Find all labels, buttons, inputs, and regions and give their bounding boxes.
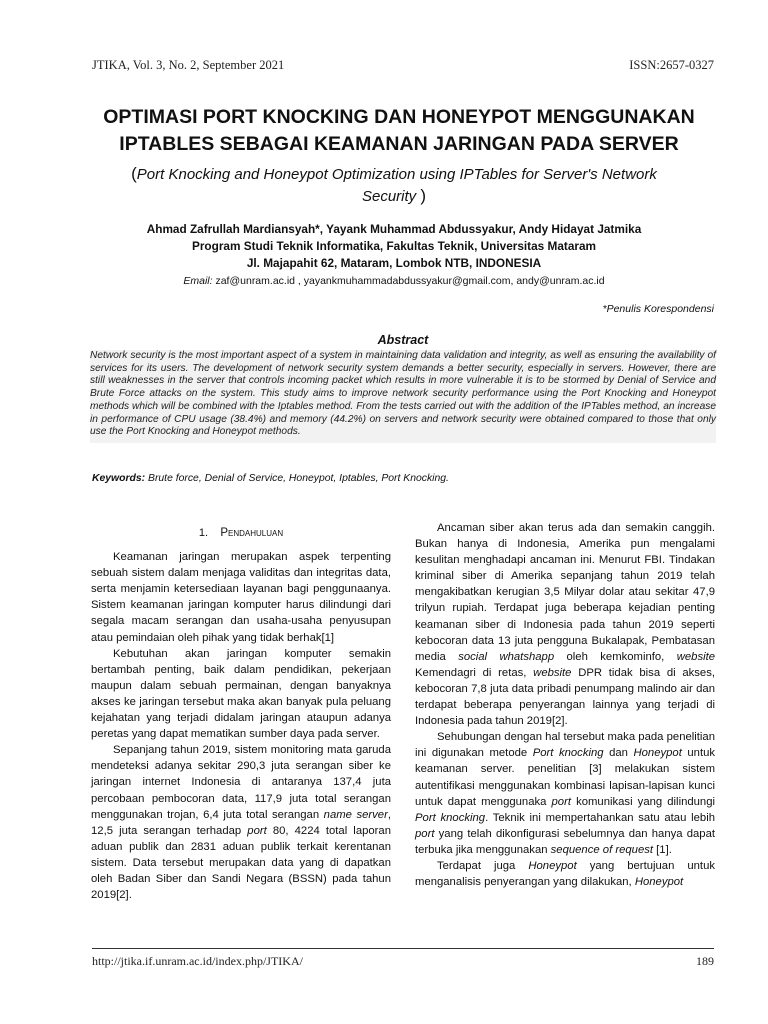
paragraph: Keamanan jaringan merupakan aspek terpenting sebuah sistem dalam menjaga validitas dan integritas data, serta menjamin ketersediaan layanan bagi penggunaanya. Sistem keamanan jaringan komputer harus dilindungi dari segala macam serangan dan usaha-usaha penyusupan atau pemindaian oleh pihak yang tidak berhak[1] (91, 551, 391, 644)
keywords-label: Keywords: (92, 473, 146, 484)
paragraph: Terdapat juga Honeypot yang bertujuan untuk menganalisis penyerangan yang dilakukan, Honeypot (415, 859, 715, 889)
email-line (80, 275, 708, 287)
issn: ISSN:2657-0327 (629, 58, 714, 72)
email-addresses[interactable]: zaf@unram.ac.id , yayankmuhammadabdussyakur@gmail.com, andy@unram.ac.id (215, 275, 605, 287)
title-line-1: OPTIMASI PORT KNOCKING DAN HONEYPOT MENGGUNAKAN (103, 106, 695, 128)
corresponding-note: *Penulis Korespondensi (602, 303, 714, 315)
paragraph: Kebutuhan akan jaringan komputer semakin bertambah penting, baik dalam pendidikan, pekerjaan maupun dalam sebuah permainan, dengan banyaknya akses ke jaringan tersebut maka akan banyak pula peluang kejahatan yang terjadi didalam jaringan ataupun adanya peretas yang dapat mematikan sumber daya pada server. (91, 647, 391, 741)
keywords-text: Brute force, Denial of Service, Honeypot, Iptables, Port Knocking. (148, 473, 449, 484)
subtitle-close-paren: ) (420, 186, 427, 205)
section-heading (91, 525, 391, 541)
paragraph: Sehubungan dengan hal tersebut maka pada penelitian ini digunakan metode Port knocking dan Honeypot untuk keamanan server. penelitian [3] melakukan sistem autentifikasi menggunakan kombinasi lapisan-lapisan kunci untuk dapat menggunaka port komunikasi yang dilindungi Port knocking. Teknik ini mempertahankan satu atau lebih port yang telah dikonfigurasi sebelumnya dan hanya dapat terbuka jika menggunakan sequence of request [1]. (415, 731, 716, 856)
paragraph: Ancaman siber akan terus ada dan semakin canggih. Bukan hanya di Indonesia, Amerika pun mengalami kesulitan menghadapi ancaman ini. Menurut FBI. Tindakan kriminal siber di Amerika sepanjang tahun 2019 telah mengakibatkan kerugian 3,5 Milyar dolar atau sekitar 47,9 trilyun rupiah. Terdapat juga beberapa kejadian penting keamanan siber di Indonesia pada tahun 2019 seperti kebocoran data 13 juta pengguna Bukalapak, Pembatasan media social whatshapp oleh kemkominfo, website Kemendagri di retas, website DPR tidak bisa di akses, kebocoran 7,8 juta data pribadi penumpang malindo air dan terdapat beberapa penyerangan lainnya yang terjadi di Indonesia pada tahun 2019[2]. (415, 522, 716, 728)
paragraph: Sepanjang tahun 2019, sistem monitoring mata garuda mendeteksi adanya sekitar 290,3 juta serangan siber ke jaringan internet Indonesia di antaranya 137,4 juta percobaan pembocoran data, 117,9 juta total serangan menggunakan trojan, 6,4 juta total serangan name server, 12,5 juta serangan terhadap port 80, 4224 total laporan aduan publik dan 2831 aduan publik terkait kerentanan sistem. Data tersebut merupakan data yang di dapatkan oleh Badan Siber dan Sandi Negara (BSSN) pada tahun 2019[2]. (91, 744, 391, 902)
journal-info: JTIKA, Vol. 3, No. 2, September 2021 (92, 58, 285, 72)
title-line-2: IPTABLES SEBAGAI KEAMANAN JARINGAN PADA SERVER (119, 133, 679, 155)
right-column (415, 520, 715, 890)
affiliation: Program Studi Teknik Informatika, Fakultas Teknik, Universitas Mataram (191, 239, 597, 253)
author-names: Ahmad Zafrullah Mardiansyah*, Yayank Muhammad Abdussyakur, Andy Hidayat Jatmika (146, 222, 642, 236)
left-column (91, 520, 391, 903)
footer-divider (92, 948, 714, 949)
abstract-heading: Abstract (377, 333, 429, 347)
journal-url[interactable]: http://jtika.if.unram.ac.id/index.php/JTIKA/ (92, 954, 303, 968)
address: Jl. Majapahit 62, Mataram, Lombok NTB, INDONESIA (246, 256, 542, 270)
section-number: 1. (198, 527, 209, 539)
section-title: Pendahuluan (220, 527, 284, 539)
page-footer (92, 954, 714, 969)
paper-title (70, 104, 728, 158)
page-number: 189 (696, 954, 714, 968)
running-header (92, 58, 714, 73)
subtitle-line-2: Security (361, 188, 417, 205)
paper-subtitle (90, 163, 698, 207)
keywords (92, 473, 716, 484)
abstract-text: Network security is the most important aspect of a system in maintaining data validation and integrity, as well as ensuring the availability of services for its users. The development of network security system demands a better security, especially in servers. However, there are still weaknesses in the server that controls incoming packet which results in more vulnerable it is to be stormed by Denial of Service and Brute Force attacks on the system. This study aims to improve network security performance using the Port Knocking and Honeypot methods which will be combined with the Iptables method. From the tests carried out with the addition of the IPTables method, an increase in performance of CPU usage (38.4%) and memory (44.2%) on servers and network security were obtained compared to those that only use the Port Knocking and Honeypot methods. (90, 350, 716, 443)
subtitle-line-1: Port Knocking and Honeypot Optimization using IPTables for Server's Network (136, 166, 657, 183)
subtitle-open-paren: ( (131, 164, 137, 183)
email-label: Email: (183, 275, 213, 287)
author-block (80, 221, 708, 272)
